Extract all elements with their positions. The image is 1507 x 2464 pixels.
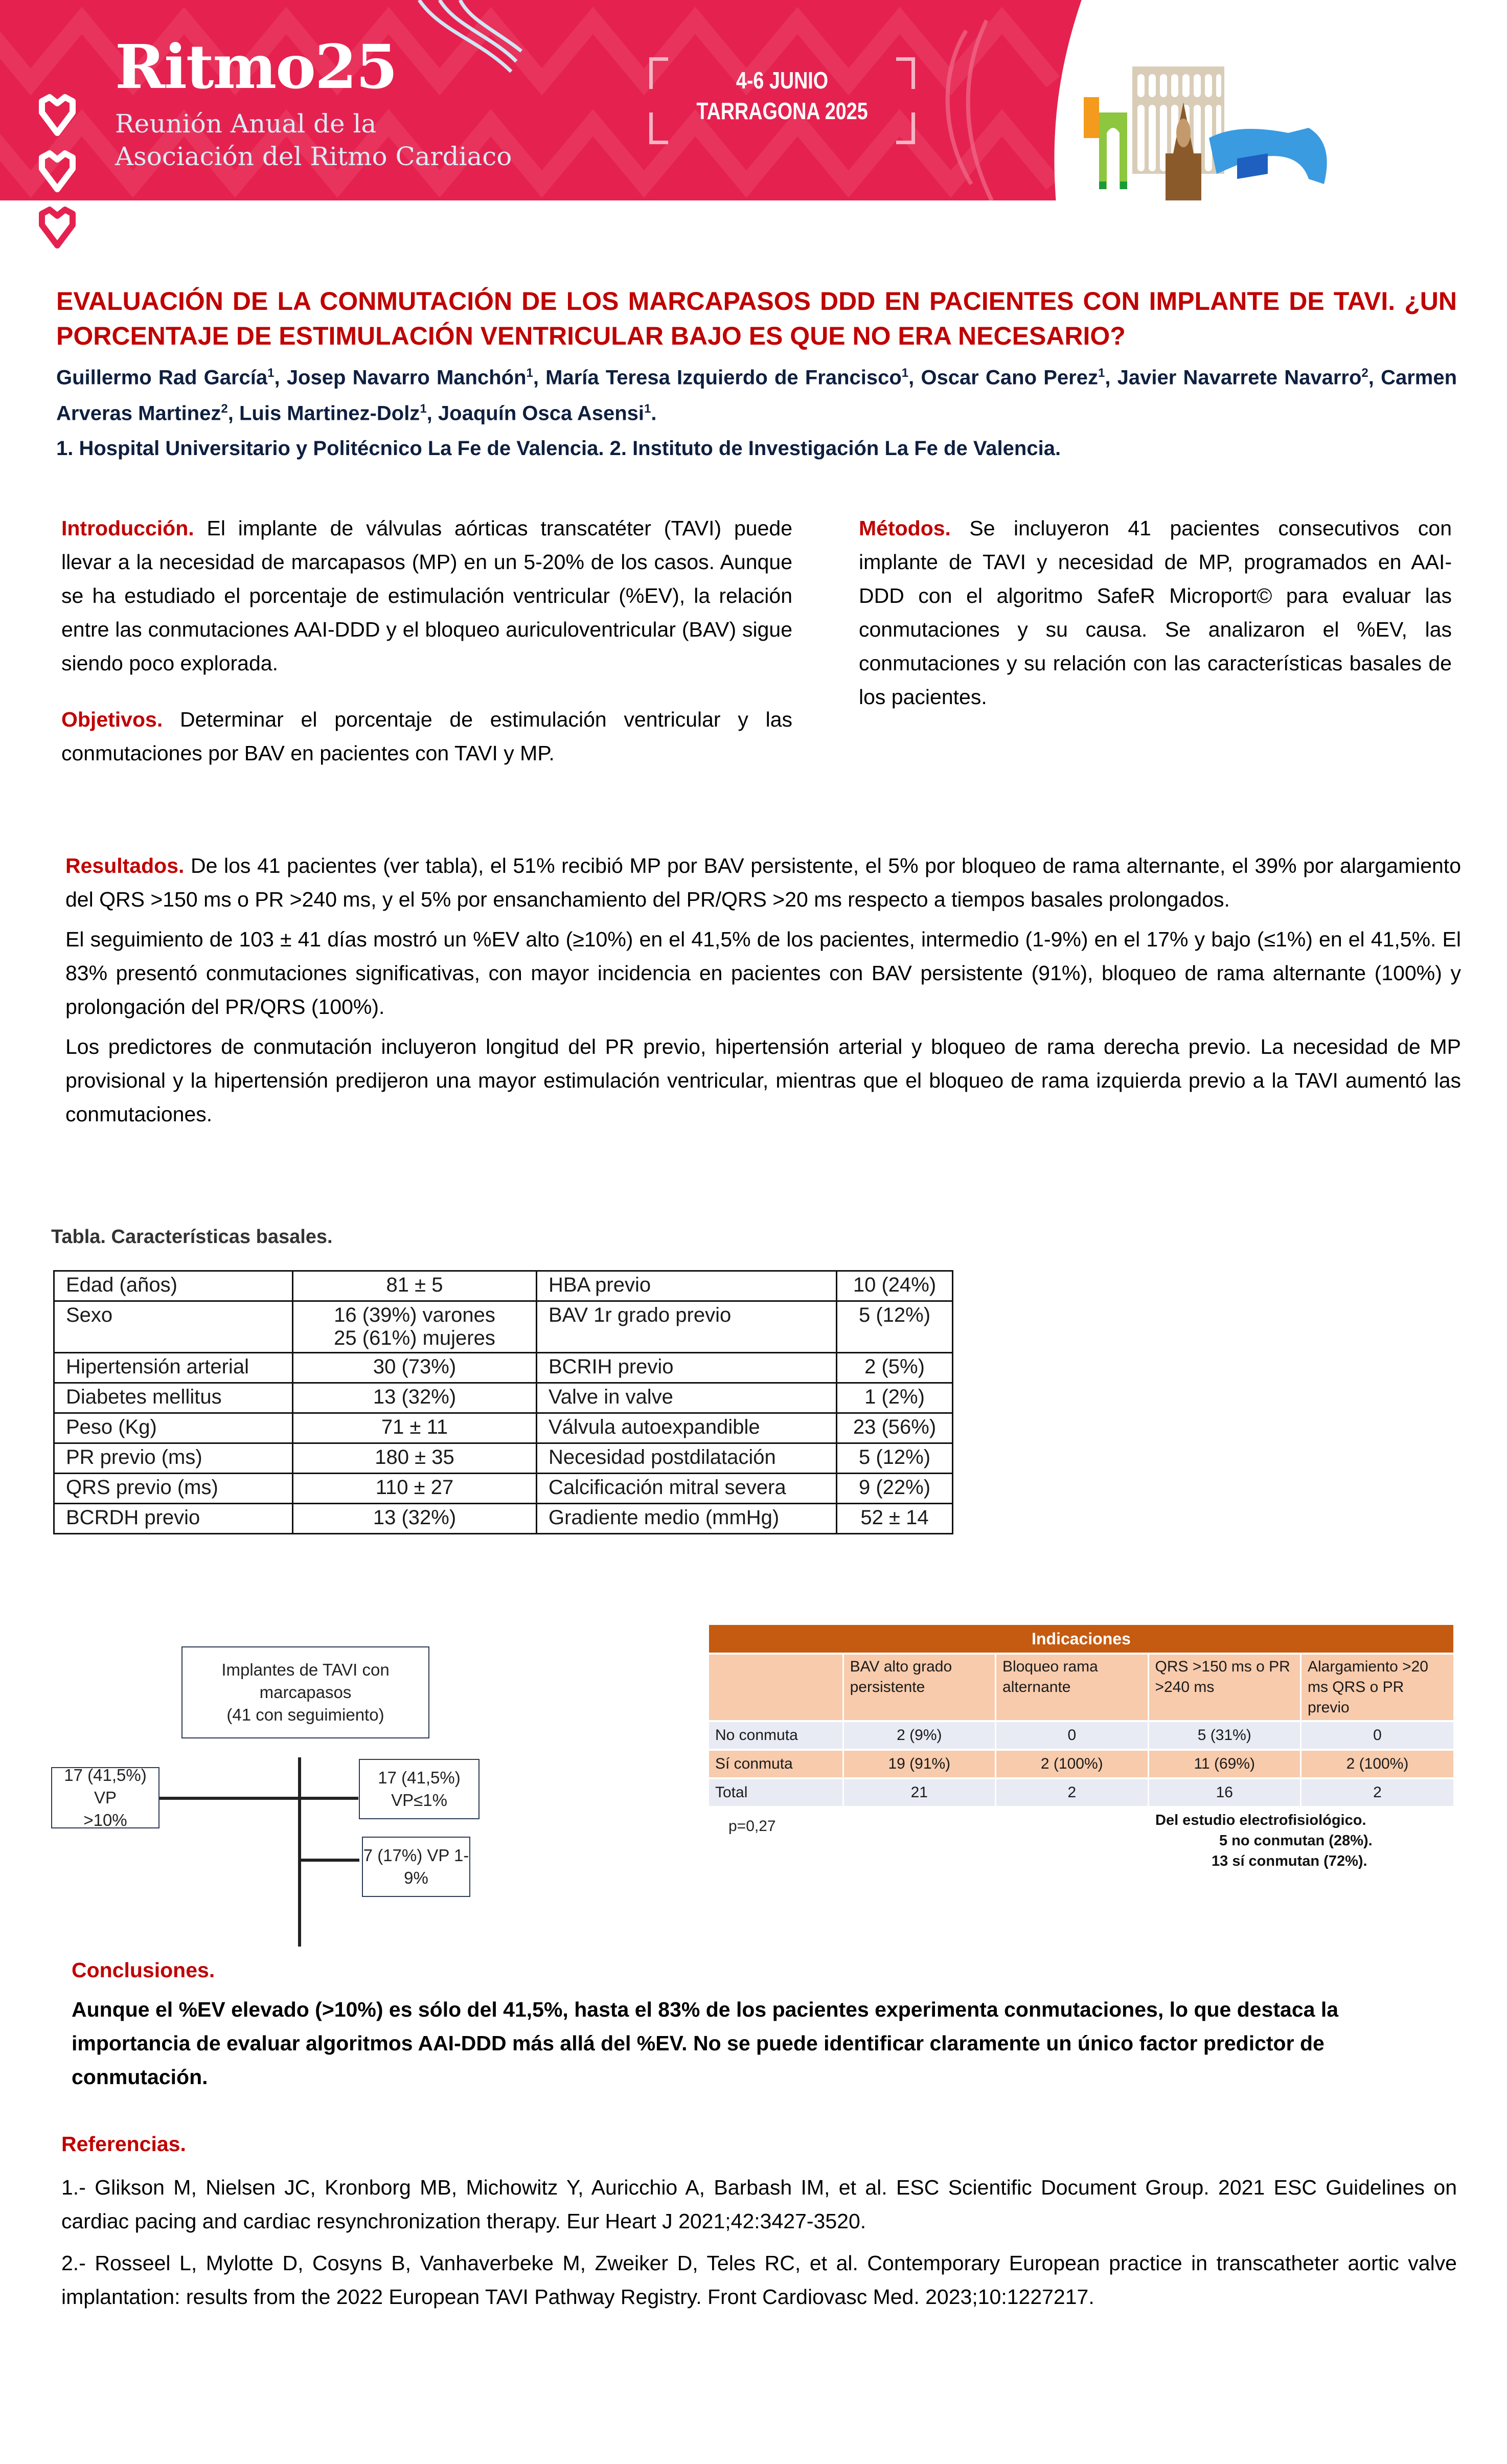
- row-value: 9 (22%): [837, 1474, 953, 1504]
- cell-value: 0: [996, 1721, 1148, 1750]
- row-value-text: 71 ± 11: [381, 1416, 448, 1438]
- table-row: [54, 1383, 953, 1413]
- column-header: Bloqueo rama alternante: [996, 1654, 1148, 1721]
- row-value-text: 13 (32%): [373, 1506, 456, 1529]
- flow-connector: [159, 1797, 358, 1800]
- table-row: [709, 1778, 1453, 1807]
- table-row: [54, 1353, 953, 1383]
- brand-title: Ritmo25: [115, 31, 397, 102]
- event-date-box: [649, 57, 915, 144]
- flow-box-high-vp: [51, 1767, 159, 1828]
- row-value: 1 (2%): [837, 1383, 953, 1413]
- reference-item: 2.- Rosseel L, Mylotte D, Cosyns B, Vanhaverbeke M, Zweiker D, Teles RC, et al. Contemporary European practice in transcatheter aortic valve implantation: results from the 2022 European TAVI Pathway Registry. Front Cardiovasc Med. 2023;10:1227217.: [61, 2251, 1457, 2309]
- row-label: PR previo (ms): [54, 1443, 293, 1474]
- introduction-heading: Introducción.: [61, 516, 194, 540]
- author-affiliation-mark: 1: [644, 402, 651, 416]
- row-value: [293, 1271, 537, 1301]
- author: Carmen Arveras Martinez: [56, 366, 1457, 425]
- table-row: [54, 1474, 953, 1504]
- row-label: Hipertensión arterial: [54, 1353, 293, 1383]
- row-value: [293, 1504, 537, 1534]
- arch-icon: [1099, 112, 1127, 189]
- row-value: [293, 1413, 537, 1443]
- row-value-text: 30 (73%): [373, 1355, 456, 1378]
- p-value: p=0,27: [728, 1818, 776, 1835]
- methods-text: Se incluyeron 41 pacientes consecutivos con implante de TAVI y necesidad de MP, programados en AAI-DDD con el algoritmo SafeR Microport© para evaluar las conmutaciones y su causa. Se analizaron el %EV, las conmutaciones y su relación con las características basales de los pacientes.: [859, 516, 1452, 709]
- table-row: [54, 1443, 953, 1474]
- author-affiliation-mark: 1: [901, 366, 909, 380]
- row-value: 5 (12%): [837, 1443, 953, 1474]
- row-value: [293, 1301, 537, 1353]
- author: Josep Navarro Manchón: [286, 366, 527, 389]
- results-text: De los 41 pacientes (ver tabla), el 51% recibió MP por BAV persistente, el 5% por bloqueo de rama alternante, el 39% por alargamiento del QRS >150 ms o PR >240 ms, y el 5% por ensanchamiento del PR/QRS >20 ms respecto a tiempos basales prolongados.: [65, 854, 1461, 911]
- introduction-section: [61, 511, 792, 770]
- row-label: Sexo: [54, 1301, 293, 1353]
- ep-note-title: Del estudio electrofisiológico.: [1155, 1812, 1366, 1828]
- tower-icon: [1084, 97, 1099, 138]
- row-value: 23 (56%): [837, 1413, 953, 1443]
- row-label: HBA previo: [537, 1271, 837, 1301]
- introduction-paragraph: [61, 511, 792, 680]
- table-row: [54, 1413, 953, 1443]
- flow-root-line1: Implantes de TAVI con marcapasos: [221, 1660, 390, 1702]
- flow-high-vp-line2: >10%: [83, 1811, 127, 1829]
- table-row: [54, 1271, 953, 1301]
- cell-value: 2 (100%): [1300, 1750, 1453, 1778]
- row-label: No conmuta: [709, 1721, 843, 1750]
- author-affiliation-mark: 1: [267, 366, 275, 380]
- brand-subtitle: [115, 107, 512, 173]
- cell-value: 2: [1300, 1778, 1453, 1807]
- row-value-text: 110 ± 27: [375, 1476, 454, 1499]
- heart-icon: [37, 148, 78, 194]
- flow-root-line2: (41 con seguimiento): [226, 1705, 384, 1724]
- brand-subtitle-line1: Reunión Anual de la: [115, 109, 377, 139]
- row-label: Sí conmuta: [709, 1750, 843, 1778]
- pacing-flow-diagram: [51, 1606, 665, 1887]
- indications-title: Indicaciones: [709, 1625, 1453, 1654]
- references-heading: Referencias.: [61, 2132, 186, 2156]
- electrophysiology-note: [1155, 1810, 1373, 1871]
- flow-mid-vp-text: 7 (17%) VP 1-9%: [363, 1846, 469, 1887]
- reference-item: 1.- Glikson M, Nielsen JC, Kronborg MB, Michowitz Y, Auricchio A, Barbash IM, et al. ESC Scientific Document Group. 2021 ESC Guidelines on cardiac pacing and cardiac resynchronization therapy. Eur Heart J 2021;42:3427-3520.: [61, 2176, 1457, 2233]
- results-heading: Resultados.: [65, 854, 185, 877]
- author-affiliation-mark: 2: [1361, 366, 1368, 380]
- heart-icon: [37, 92, 78, 138]
- row-value-text: 25 (61%) mujeres: [334, 1327, 495, 1349]
- frame-corner-icon: [649, 57, 668, 89]
- cell-value: 0: [1300, 1721, 1453, 1750]
- row-label: Gradiente medio (mmHg): [537, 1504, 837, 1534]
- cell-value: 16: [1148, 1778, 1300, 1807]
- references-section: [61, 2132, 1457, 2322]
- row-label: BCRIH previo: [537, 1353, 837, 1383]
- row-value: [293, 1443, 537, 1474]
- row-value: 10 (24%): [837, 1271, 953, 1301]
- row-label: Necesidad postdilatación: [537, 1443, 837, 1474]
- results-paragraph: El seguimiento de 103 ± 41 días mostró un %EV alto (≥10%) en el 41,5% de los pacientes, intermedio (1-9%) en el 17% y bajo (≤1%) en el 41,5%. El 83% presentó conmutaciones significativas, con mayor incidencia en pacientes con BAV persistente (91%), bloqueo de rama alternante (100%) y prolongación del PR/QRS (100%).: [65, 928, 1461, 1019]
- row-label: BCRDH previo: [54, 1504, 293, 1534]
- conclusions-heading: Conclusiones.: [72, 1958, 215, 1982]
- author: Guillermo Rad García: [56, 366, 268, 389]
- methods-paragraph: [859, 511, 1452, 714]
- row-value: 52 ± 14: [837, 1504, 953, 1534]
- ep-note-line: 5 no conmutan (28%).: [1219, 1833, 1373, 1849]
- paper-title: EVALUACIÓN DE LA CONMUTACIÓN DE LOS MARCAPASOS DDD EN PACIENTES CON IMPLANTE DE TAVI. ¿UN PORCENTAJE DE ESTIMULACIÓN VENTRICULAR BAJO ES QUE NO ERA NECESARIO?: [56, 287, 1457, 350]
- introduction-text: El implante de válvulas aórticas transcatéter (TAVI) puede llevar a la necesidad de marcapasos (MP) en un 5-20% de los casos. Aunque se ha estudiado el porcentaje de estimulación ventricular (%EV), la relación entre las conmutaciones AAI-DDD y el bloqueo auriculoventricular (BAV) sigue siendo poco explorada.: [61, 516, 792, 675]
- author-affiliation-mark: 1: [526, 366, 533, 380]
- row-label: Edad (años): [54, 1271, 293, 1301]
- cell-value: 2 (9%): [843, 1721, 995, 1750]
- row-value: [293, 1383, 537, 1413]
- author: Javier Navarrete Navarro: [1117, 366, 1362, 389]
- author-affiliation-mark: 1: [1098, 366, 1105, 380]
- column-header: BAV alto grado persistente: [843, 1654, 995, 1721]
- row-label: BAV 1r grado previo: [537, 1301, 837, 1353]
- column-header: QRS >150 ms o PR >240 ms: [1148, 1654, 1300, 1721]
- row-value: [293, 1474, 537, 1504]
- column-header: [709, 1654, 843, 1721]
- stadium-icon: [1209, 128, 1327, 184]
- methods-section: [859, 511, 1452, 714]
- table-row: [54, 1301, 953, 1353]
- flow-box-mid-vp: [362, 1837, 470, 1897]
- row-value-text: 180 ± 35: [375, 1446, 454, 1468]
- row-value-text: 81 ± 5: [386, 1274, 443, 1296]
- indications-column-headers: [709, 1654, 1453, 1721]
- flow-connector: [298, 1757, 301, 1947]
- affiliations: 1. Hospital Universitario y Politécnico La Fe de Valencia. 2. Instituto de Investigación La Fe de Valencia.: [56, 437, 1061, 460]
- row-label: Diabetes mellitus: [54, 1383, 293, 1413]
- ep-note-line: 13 sí conmutan (72%).: [1212, 1853, 1367, 1869]
- flow-box-low-vp: [359, 1759, 480, 1819]
- flow-high-vp-line1: 17 (41,5%) VP: [64, 1766, 147, 1807]
- frame-corner-icon: [896, 112, 915, 144]
- cell-value: 5 (31%): [1148, 1721, 1300, 1750]
- results-paragraph: [65, 849, 1461, 916]
- row-value-text: 13 (32%): [373, 1386, 456, 1408]
- row-label: Válvula autoexpandible: [537, 1413, 837, 1443]
- event-location: TARRAGONA 2025: [696, 98, 868, 124]
- conclusions-section: [72, 1958, 1452, 2094]
- conference-banner: [0, 0, 1507, 200]
- cell-value: 2 (100%): [996, 1750, 1148, 1778]
- row-value-text: 16 (39%) varones: [334, 1304, 495, 1326]
- cell-value: 21: [843, 1778, 995, 1807]
- baseline-characteristics-table: [53, 1270, 953, 1534]
- author: Luis Martinez-Dolz: [239, 402, 420, 425]
- author-list: Guillermo Rad García$^1$, Josep Navarro Manchón$^1$, María Teresa Izquierdo de Francisco$^1$, Oscar Cano Perez$^1$, Javier Navarrete Navarro$^2$, Carmen Arveras Martinez$^2$, Luis Martinez-Dolz$^1$, Joaquín Osca Asensi$^1$.: [56, 366, 1457, 425]
- author: Joaquín Osca Asensi: [438, 402, 645, 425]
- heart-decorations: [37, 92, 78, 261]
- title-block: [56, 284, 1457, 464]
- methods-heading: Métodos.: [859, 516, 951, 540]
- row-value: 5 (12%): [837, 1301, 953, 1353]
- row-label: QRS previo (ms): [54, 1474, 293, 1504]
- flow-low-vp-text: 17 (41,5%) VP≤1%: [378, 1768, 461, 1810]
- results-paragraph: Los predictores de conmutación incluyeron longitud del PR previo, hipertensión arterial y bloqueo de rama derecha previo. La necesidad de MP provisional y la hipertensión predijeron una mayor estimulación ventricular, mientras que el bloqueo de rama izquierda previo a la TAVI aumentó las conmutaciones.: [65, 1035, 1461, 1126]
- row-value: 2 (5%): [837, 1353, 953, 1383]
- indications-table: [709, 1625, 1453, 1808]
- column-header: Alargamiento >20 ms QRS o PR previo: [1300, 1654, 1453, 1721]
- objectives-heading: Objetivos.: [61, 708, 163, 731]
- cell-value: 2: [996, 1778, 1148, 1807]
- frame-corner-icon: [649, 112, 668, 144]
- event-dates: 4-6 JUNIO: [736, 67, 829, 94]
- cell-value: 19 (91%): [843, 1750, 995, 1778]
- objectives-paragraph: [61, 703, 792, 770]
- author: María Teresa Izquierdo de Francisco: [545, 366, 902, 389]
- author-affiliation-mark: 2: [221, 402, 228, 416]
- row-label: Peso (Kg): [54, 1413, 293, 1443]
- table-row: [709, 1750, 1453, 1778]
- monuments-illustration-icon: [1084, 66, 1370, 200]
- table-row: [54, 1504, 953, 1534]
- row-value: [293, 1353, 537, 1383]
- heart-icon: [37, 205, 78, 251]
- author: Oscar Cano Perez: [921, 366, 1098, 389]
- row-label: Total: [709, 1778, 843, 1807]
- conclusions-text: Aunque el %EV elevado (>10%) es sólo del 41,5%, hasta el 83% de los pacientes experimenta conmutaciones, lo que destaca la importancia de evaluar algoritmos AAI-DDD más allá del %EV. No se puede identificar claramente un único factor predictor de conmutación.: [72, 1998, 1339, 2089]
- brand-subtitle-line2: Asociación del Ritmo Cardiaco: [115, 142, 512, 171]
- frame-corner-icon: [896, 57, 915, 89]
- row-label: Valve in valve: [537, 1383, 837, 1413]
- results-section: [65, 849, 1461, 1137]
- table-row: [709, 1721, 1453, 1750]
- table-caption: Tabla. Características basales.: [51, 1226, 333, 1248]
- indications-table-wrapper: [709, 1625, 1453, 1808]
- author-affiliation-mark: 1: [420, 402, 427, 416]
- flow-connector: [298, 1859, 359, 1862]
- objectives-text: Determinar el porcentaje de estimulación ventricular y las conmutaciones por BAV en pacientes con TAVI y MP.: [61, 708, 792, 765]
- row-label: Calcificación mitral severa: [537, 1474, 837, 1504]
- flow-root-box: [181, 1646, 429, 1738]
- cell-value: 11 (69%): [1148, 1750, 1300, 1778]
